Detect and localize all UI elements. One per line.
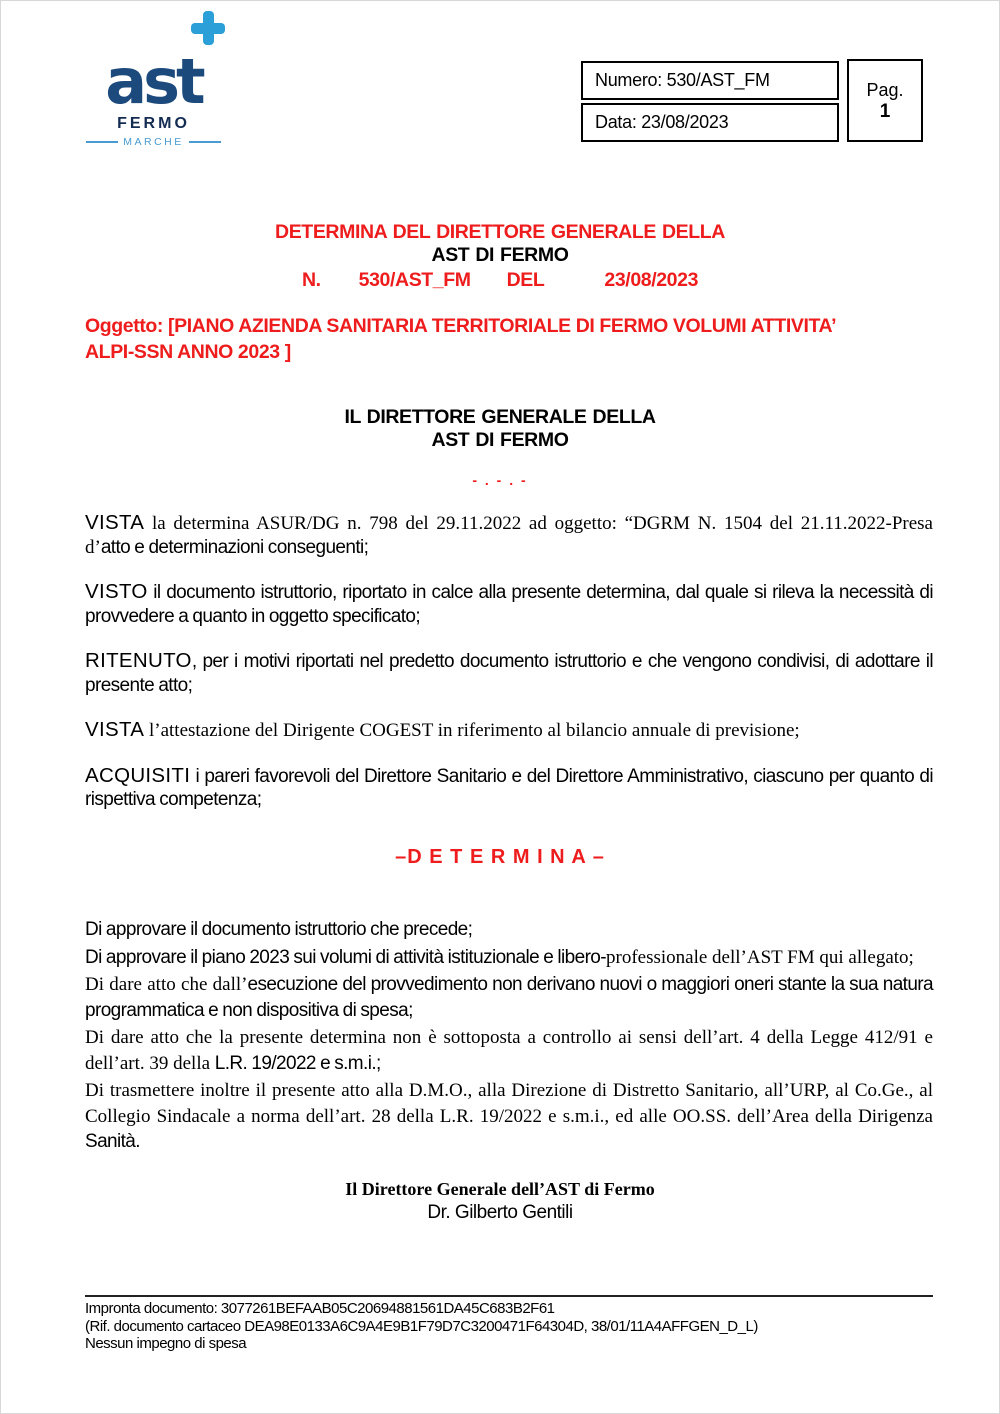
title-del-label: DEL bbox=[506, 269, 545, 291]
signature-name: Dr. Gilberto Gentili bbox=[427, 1202, 573, 1223]
ast-logo bbox=[86, 45, 221, 148]
page-number: 1 bbox=[879, 100, 891, 122]
subtitle-line-2: AST DI FERMO bbox=[431, 429, 569, 451]
logo-region-label: FERMO bbox=[117, 115, 190, 132]
footer-impronta: Impronta documento: 3077261BEFAAB05C20694881561DA45C683B2F61 bbox=[85, 1300, 555, 1317]
oggetto bbox=[85, 313, 931, 365]
document-footer bbox=[85, 1295, 933, 1353]
rule-left bbox=[86, 141, 118, 143]
subtitle-line-1: IL DIRETTORE GENERALE DELLA bbox=[344, 406, 656, 428]
title-n-label: N. bbox=[301, 269, 321, 291]
logo-subregion-text: MARCHE bbox=[123, 136, 184, 148]
title-date: 23/08/2023 bbox=[604, 269, 699, 291]
signature-block bbox=[1, 1177, 999, 1225]
logo-subregion-label bbox=[86, 136, 221, 148]
subtitle-block bbox=[1, 406, 999, 452]
logo-wordmark: ast bbox=[105, 45, 202, 118]
paragraph-vista-1: VISTA la determina ASUR/DG n. 798 del 29.11.2022 ad oggetto: “DGRM N. 1504 del 21.11.2022-Presa d’atto e determinazioni conseguenti; bbox=[85, 511, 933, 558]
footer-rif: (Rif. documento cartaceo DEA98E0133A6C9A4E9B1F79D7C3200471F64304D, 38/01/11A4AFFGEN_D_L) bbox=[85, 1317, 758, 1335]
title-number-line bbox=[1, 269, 999, 292]
title-line-2: AST DI FERMO bbox=[431, 244, 569, 266]
data-value: Data: 23/08/2023 bbox=[595, 112, 729, 132]
paragraph-visto: VISTO il documento istruttorio, riportato in calce alla presente determina, dal quale si rileva la necessità di provvedere a quanto in oggetto specificato; bbox=[85, 580, 933, 627]
list-item: Di approvare il piano 2023 sui volumi di attività istituzionale e libero-professionale dell’AST FM qui allegato; bbox=[85, 946, 914, 968]
data-box bbox=[581, 103, 839, 142]
title-number: 530/AST_FM bbox=[358, 269, 471, 291]
paragraph-vista-2: VISTA l’attestazione del Dirigente COGEST in riferimento al bilancio annuale di previsione; bbox=[85, 718, 800, 741]
numero-value: Numero: 530/AST_FM bbox=[595, 70, 770, 90]
body-paragraphs bbox=[85, 511, 933, 833]
rule-right bbox=[189, 141, 221, 143]
plus-icon bbox=[191, 11, 225, 45]
section-divider: - . - . - bbox=[472, 472, 528, 488]
oggetto-line-1: Oggetto: [PIANO AZIENDA SANITARIA TERRITORIALE DI FERMO VOLUMI ATTIVITA’ bbox=[85, 315, 837, 337]
paragraph-acquisiti: ACQUISITI i pareri favorevoli del Direttore Sanitario e del Direttore Amministrativo, ciascuno per quanto di rispettiva competenza; bbox=[85, 763, 933, 810]
resolution-list bbox=[85, 917, 933, 1157]
page-number-box bbox=[847, 59, 923, 142]
title-line-1: DETERMINA DEL DIRETTORE GENERALE DELLA bbox=[275, 221, 725, 243]
title-block bbox=[1, 221, 999, 292]
pag-label: Pag. bbox=[866, 79, 904, 100]
numero-box bbox=[581, 61, 839, 100]
determina-heading: –D E T E R M I N A – bbox=[395, 846, 605, 868]
list-item: Di dare atto che la presente determina non è sottoposta a controllo ai sensi dell’art. 4 della Legge 412/91 e dell’art. 39 della L.R. 19/2022 e s.m.i.; bbox=[85, 1027, 933, 1074]
list-item: Di trasmettere inoltre il presente atto alla D.M.O., alla Direzione di Distretto Sanitario, all’URP, al Co.Ge., al Collegio Sindacale a norma dell’art. 28 della L.R. 19/2022 e s.m.i., ed alle OO.SS. dell’Area della Dirigenza Sanità. bbox=[85, 1080, 933, 1152]
signature-role: Il Direttore Generale dell’AST di Fermo bbox=[345, 1179, 655, 1199]
footer-impegno: Nessun impegno di spesa bbox=[85, 1335, 247, 1352]
list-item: Di dare atto che dall’esecuzione del provvedimento non derivano nuovi o maggiori oneri stante la sua natura programmatica e non dispositiva di spesa; bbox=[85, 974, 933, 1021]
paragraph-ritenuto: RITENUTO, per i motivi riportati nel predetto documento istruttorio e che vengono condivisi, di adottare il presente atto; bbox=[85, 649, 933, 696]
oggetto-line-2: ALPI-SSN ANNO 2023 ] bbox=[85, 341, 291, 363]
list-item: Di approvare il documento istruttorio che precede; bbox=[85, 919, 473, 940]
